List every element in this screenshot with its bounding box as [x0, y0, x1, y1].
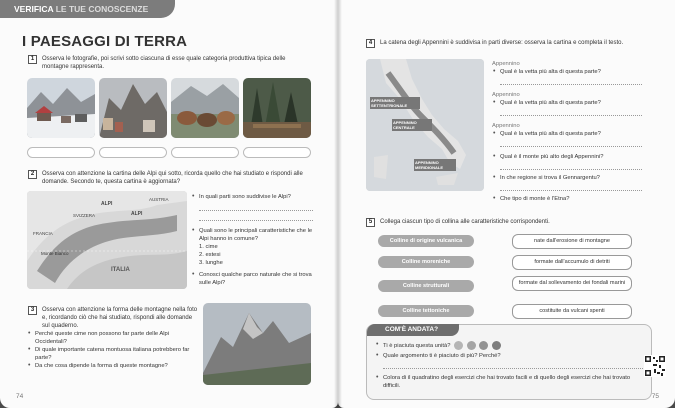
question-1 — [28, 55, 318, 75]
alps-map — [27, 191, 187, 289]
gutter-shadow — [334, 0, 342, 408]
map-label-alpi: ALPI — [101, 201, 113, 207]
q4-extra: • In che regione si trova il Gennargentu? — [492, 174, 642, 182]
answer-line[interactable] — [199, 213, 313, 221]
photo-dolomites — [203, 303, 311, 385]
question-number: 5 — [366, 218, 375, 227]
answer-line[interactable] — [199, 203, 313, 211]
self-assessment-box — [366, 324, 652, 400]
question-text: Collega ciascun tipo di collina alle caratteristiche corrispondenti. — [380, 219, 550, 225]
appennino-prefix: Appennino — [492, 61, 520, 67]
self-assessment-items — [375, 341, 643, 390]
answer-line[interactable] — [383, 361, 643, 369]
answer-line[interactable] — [500, 108, 642, 116]
page-number-left: 74 — [16, 393, 24, 400]
q3-bullets — [27, 330, 199, 370]
question-4 — [366, 39, 666, 48]
q2-list-item: 2. estesi — [199, 252, 221, 258]
header-subtitle: LE TUE CONOSCENZE — [55, 4, 149, 14]
self-assessment-q3: • Colora di il quadratino degli esercizi che hai trovato facili e di quello degli esercizi che hai trovato difficili. — [375, 374, 637, 390]
characteristic-2[interactable]: formate dall'accumulo di detriti — [512, 255, 632, 270]
photo-winter-village — [27, 78, 95, 138]
q4-extra: • Che tipo di monte è l'Etna? — [492, 195, 642, 203]
map-label-meridionale: APPENNINO MERIDIONALE — [414, 159, 456, 171]
q3-bullet: • Perché queste cime non possono far parte delle Alpi Occidentali? — [27, 330, 199, 346]
q3-bullet: • Da che cosa dipende la forma di queste montagne? — [27, 362, 199, 370]
smiley-meh-icon[interactable] — [479, 341, 488, 350]
question-text: Osserva con attenzione la forma delle montagne nella foto e, ricordando ciò che hai studiato, rispondi alle domande sul quaderno. — [42, 307, 198, 329]
q2-questions — [191, 193, 313, 287]
map-label-alpi-2: ALPI — [131, 211, 143, 217]
answer-line[interactable] — [500, 183, 642, 191]
answer-line[interactable] — [500, 77, 642, 85]
characteristic-1[interactable]: nate dall'erosione di montagne — [512, 234, 632, 249]
question-number: 1 — [28, 55, 37, 64]
question-number: 3 — [28, 306, 37, 315]
map-label-svizzera: SVIZZERA — [73, 213, 96, 218]
hill-type-3[interactable]: Colline strutturali — [378, 280, 474, 292]
question-text: Osserva le fotografie, poi scrivi sotto ciascuna di esse quale categoria produttiva tipica delle montagne rappresenta. — [42, 56, 286, 70]
q4-item: • Qual è la vetta più alta di questa parte? — [492, 99, 642, 107]
hill-type-1[interactable]: Colline di origine vulcanica — [378, 235, 474, 247]
map-label-austria: AUSTRIA — [149, 197, 169, 202]
q2-list-item: 1. cime — [199, 244, 218, 250]
self-assessment-q1 — [375, 341, 643, 350]
appennino-prefix: Appennino — [492, 123, 520, 129]
answer-field-2[interactable] — [99, 147, 167, 158]
qr-code-icon[interactable] — [644, 355, 666, 377]
page-title: I PAESAGGI DI TERRA — [22, 33, 188, 50]
hill-type-4[interactable]: Colline tettoniche — [378, 305, 474, 317]
q4-questions — [492, 60, 642, 203]
map-label-centrale: APPENNINO CENTRALE — [392, 119, 432, 131]
header-verifica: VERIFICA — [14, 4, 54, 14]
q4-extra: • Qual è il monte più alto degli Appennini? — [492, 153, 642, 161]
header-tab — [0, 0, 175, 18]
q2-bullet-2: • Quali sono le principali caratteristiche che le Alpi hanno in comune? — [191, 227, 313, 243]
smiley-neutral-icon[interactable] — [467, 341, 476, 350]
photo-mountain-town — [99, 78, 167, 138]
answer-field-1[interactable] — [27, 147, 95, 158]
question-5 — [366, 218, 666, 227]
characteristic-3[interactable]: formate dal sollevamento dei fondali marini — [512, 276, 632, 291]
q2-list — [191, 243, 313, 267]
question-2 — [28, 170, 318, 190]
answer-field-3[interactable] — [171, 147, 239, 158]
self-assessment-title: COM'È ANDATA? — [367, 324, 459, 336]
map-label-francia: FRANCIA — [33, 231, 53, 236]
map-label-monte-bianco: Monte Bianco — [41, 251, 69, 256]
appennino-prefix: Appennino — [492, 92, 520, 98]
question-number: 4 — [366, 39, 375, 48]
q4-item: • Qual è la vetta più alta di questa parte? — [492, 68, 642, 76]
question-text: Osserva con attenzione la cartina delle Alpi qui sotto, ricorda quello che hai studiato e rispondi alle domande. Secondo te, questa cartina è aggiornata? — [42, 171, 303, 185]
q3-bullet: • Di quale importante catena montuosa italiana potrebbero far parte? — [27, 346, 199, 362]
q2-bullet-3: • Conosci qualche parco naturale che si trova sulle Alpi? — [191, 271, 313, 287]
hill-type-2[interactable]: Colline moreniche — [378, 256, 474, 268]
map-label-italia: ITALIA — [111, 267, 130, 273]
question-text: La catena degli Appennini è suddivisa in parti diverse: osserva la cartina e completa il testo. — [380, 40, 624, 46]
question-3 — [28, 306, 200, 329]
answer-field-4[interactable] — [243, 147, 311, 158]
smiley-sad-icon[interactable] — [492, 341, 501, 350]
smiley-happy-icon[interactable] — [454, 341, 463, 350]
q2-bullet-1: • In quali parti sono suddivise le Alpi? — [191, 193, 313, 201]
photo-forest — [243, 78, 311, 138]
photo-cows — [171, 78, 239, 138]
question-number: 2 — [28, 170, 37, 179]
apennines-map — [366, 59, 484, 191]
q1-text: Ti è piaciuta questa unità? — [383, 343, 451, 350]
page-number-right: 75 — [651, 393, 659, 400]
answer-line[interactable] — [500, 139, 642, 147]
map-label-settentrionale: APPENNINO SETTENTRIONALE — [370, 97, 420, 109]
characteristic-4[interactable]: costituite da vulcani spenti — [512, 304, 632, 319]
self-assessment-q2: • Quale argomento ti è piaciuto di più? Perché? — [375, 352, 643, 360]
answer-line[interactable] — [500, 162, 642, 170]
q2-list-item: 3. lunghe — [199, 260, 223, 266]
q4-item: • Qual è la vetta più alta di questa parte? — [492, 130, 642, 138]
